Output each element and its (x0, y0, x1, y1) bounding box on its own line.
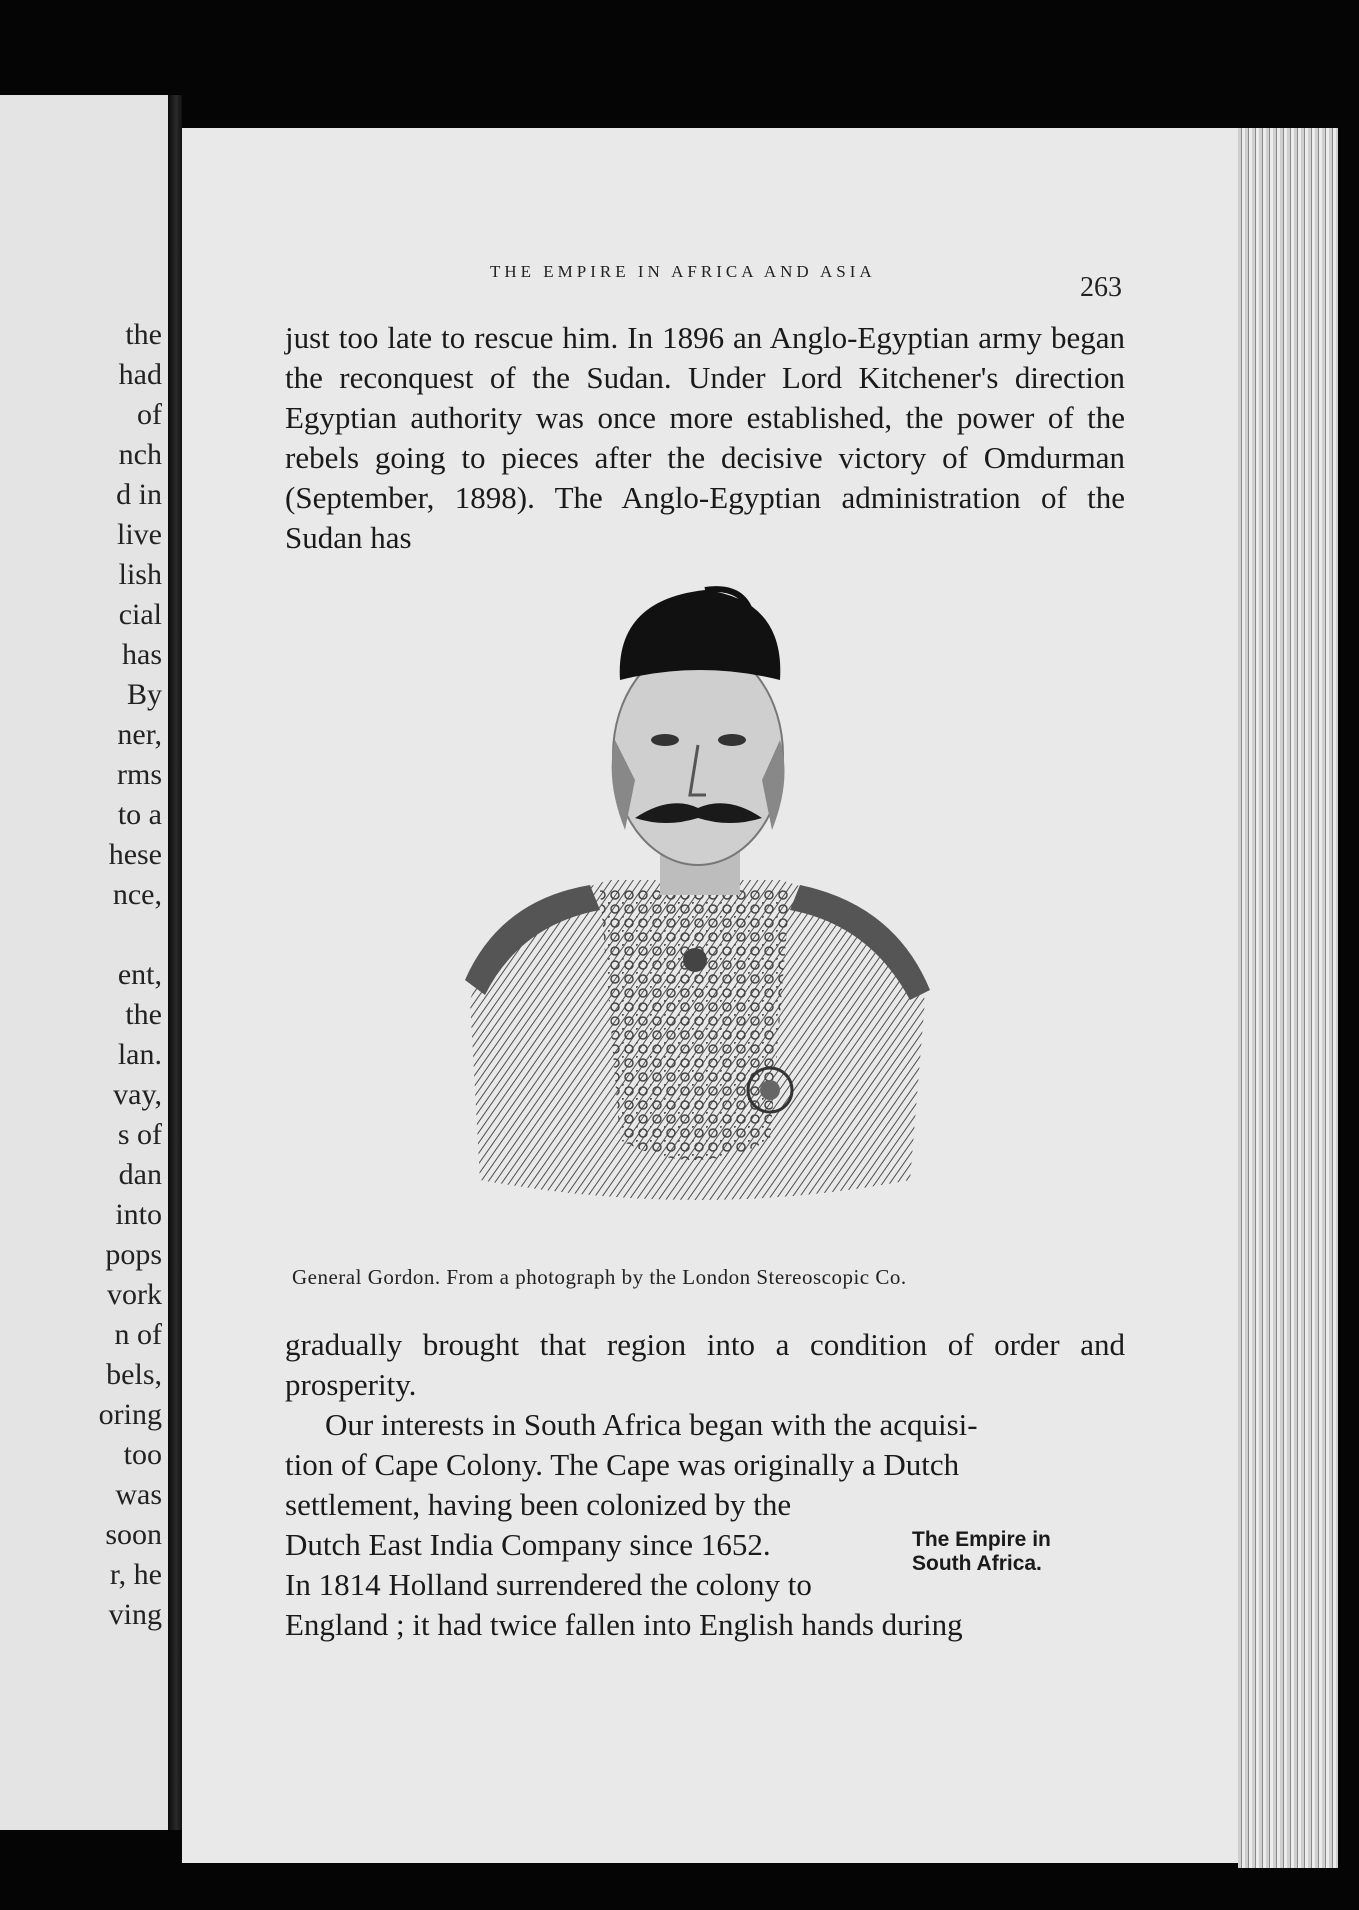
left-page-fragment: rms (117, 758, 162, 791)
left-page-fragment: had (118, 358, 162, 391)
paragraph-line: In 1814 Holland surrendered the colony to (285, 1567, 812, 1602)
paragraph-line: Our interests in South Africa began with the acquisi- (325, 1407, 978, 1442)
left-page-fragment: d in (116, 478, 162, 511)
page-number: 263 (1080, 272, 1122, 303)
left-page-fragment: nce, (112, 878, 162, 911)
left-page-fragment: the (125, 998, 162, 1031)
running-head: THE EMPIRE IN AFRICA AND ASIA (490, 262, 876, 281)
left-page-fragment: cial (118, 598, 162, 631)
left-page-fragment: n of (114, 1318, 162, 1351)
left-page-fragment: live (117, 518, 162, 551)
paragraph-line: tion of Cape Colony. The Cape was originally a Dutch (285, 1447, 960, 1482)
left-page-fragment: ving (108, 1598, 162, 1631)
left-page-fragment: ner, (117, 718, 162, 751)
left-page-fragment: r, he (109, 1558, 162, 1591)
paragraph-line: England ; it had twice fallen into English hands during (285, 1607, 963, 1642)
left-page-fragment: bels, (106, 1358, 162, 1391)
left-page-fragment: oring (98, 1398, 162, 1431)
left-page-fragment: too (123, 1438, 162, 1471)
body-text-bottom (285, 1325, 1125, 1645)
left-page-fragment: lish (118, 558, 162, 591)
paragraph: gradually brought that region into a condition of order and prosperity. (285, 1327, 1125, 1402)
left-page-fragment: soon (105, 1518, 162, 1551)
left-page-fragment: lan. (117, 1038, 162, 1071)
paragraph: just too late to rescue him. In 1896 an Anglo-Egyptian army began the reconquest of the Sudan. Under Lord Kitchener's direction Egyptian authority was once more established, the power of the rebels going to pieces after the decisive victory of Omdurman (September, 1898). The Anglo-Egyptian administration of the Sudan has (285, 320, 1125, 555)
left-page-fragment: hese (108, 838, 162, 871)
left-page-fragment: ent, (117, 958, 162, 991)
illustration-caption: General Gordon. From a photograph by the London Stereoscopic Co. (292, 1265, 907, 1289)
left-page-fragment: of (137, 398, 162, 431)
left-page-fragment: pops (105, 1238, 162, 1271)
book-gutter (168, 95, 182, 1830)
left-page-fragment: dan (118, 1158, 162, 1191)
page-edges (1238, 128, 1338, 1868)
paragraph-line: Dutch East India Company since 1652. (285, 1527, 771, 1562)
left-page-fragment: s of (117, 1118, 162, 1151)
left-page-fragment: By (126, 678, 162, 711)
left-page-fragment: into (115, 1198, 162, 1231)
body-text-top (285, 318, 1125, 558)
marginal-note-line: The Empire in (912, 1528, 1051, 1551)
left-page-fragment: was (115, 1478, 162, 1511)
left-page-fragment: vay, (113, 1078, 162, 1111)
left-page-fragment: to a (117, 798, 162, 831)
left-page-fragment: vork (107, 1278, 162, 1311)
marginal-note-line: South Africa. (912, 1552, 1042, 1575)
portrait-illustration (440, 580, 950, 1240)
paragraph-line: settlement, having been colonized by the (285, 1487, 792, 1522)
left-page-fragment: nch (118, 438, 162, 471)
left-page-fragment: has (122, 638, 162, 671)
marginal-note (912, 1528, 1051, 1576)
left-page-fragment: the (125, 318, 162, 351)
left-facing-page (0, 95, 168, 1830)
